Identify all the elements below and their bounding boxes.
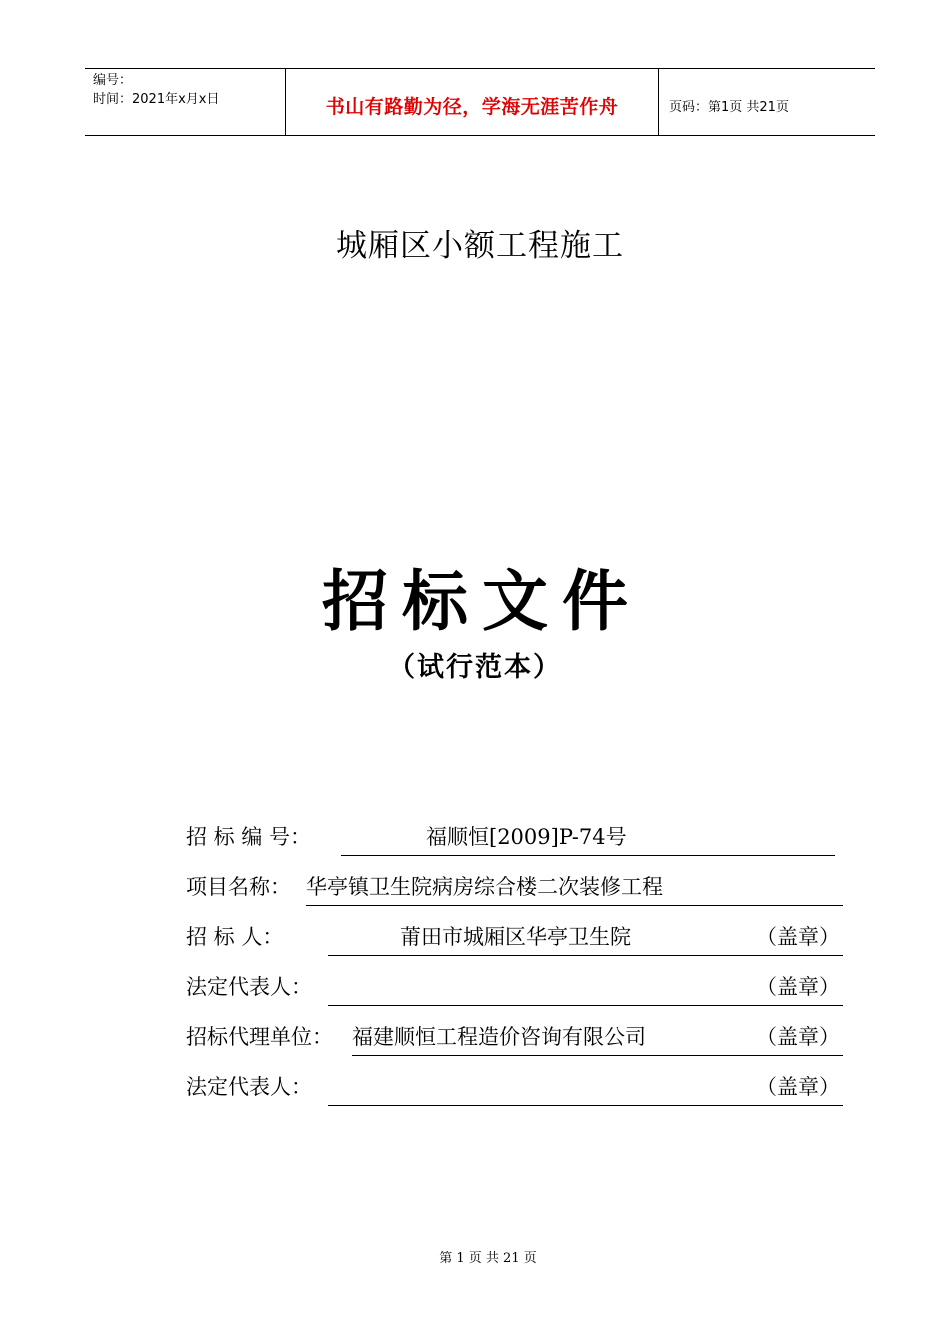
number-label: 编号：	[93, 73, 133, 88]
project-name-value: 华亭镇卫生院病房综合楼二次装修工程	[306, 875, 663, 899]
motto-text: 书山有路勤为径，学海无涯苦作舟	[325, 95, 619, 118]
header-meta-cell	[85, 69, 286, 135]
project-name-label: 项目名称：	[186, 875, 291, 899]
page-info: 页码：第1页 共21页	[669, 99, 789, 115]
legal-rep-row-2	[186, 1066, 843, 1106]
tenderer-seal: （盖章）	[756, 925, 840, 949]
legal-rep-label-2: 法定代表人：	[186, 1075, 312, 1099]
page-header	[85, 68, 875, 136]
legal-rep-row-1	[186, 966, 843, 1006]
time-label: 时间：2021年x月x日	[93, 92, 220, 107]
tenderer-label: 招 标 人：	[186, 925, 284, 949]
agent-seal: （盖章）	[756, 1025, 840, 1049]
tenderer-value: 莆田市城厢区华亭卫生院	[400, 925, 631, 949]
agent-value: 福建顺恒工程造价咨询有限公司	[352, 1025, 646, 1049]
header-motto-cell	[286, 69, 659, 135]
page-footer: 第 1 页 共 21 页	[439, 1251, 537, 1266]
tender-number-value: 福顺恒[2009]P-74号	[426, 825, 627, 849]
project-name-row	[186, 866, 843, 906]
tender-number-row	[186, 816, 836, 856]
legal-rep-seal-2: （盖章）	[756, 1075, 840, 1099]
tenderer-row	[186, 916, 843, 956]
agent-label: 招标代理单位：	[186, 1025, 333, 1049]
header-page-cell	[659, 69, 875, 135]
document-title: 招标文件	[322, 563, 642, 640]
document-subtitle: （试行范本）	[388, 652, 562, 683]
agent-row	[186, 1016, 843, 1056]
legal-rep-seal-1: （盖章）	[756, 975, 840, 999]
tender-number-label: 招 标 编 号：	[186, 825, 312, 849]
main-title: 城厢区小额工程施工	[336, 228, 624, 264]
legal-rep-label-1: 法定代表人：	[186, 975, 312, 999]
